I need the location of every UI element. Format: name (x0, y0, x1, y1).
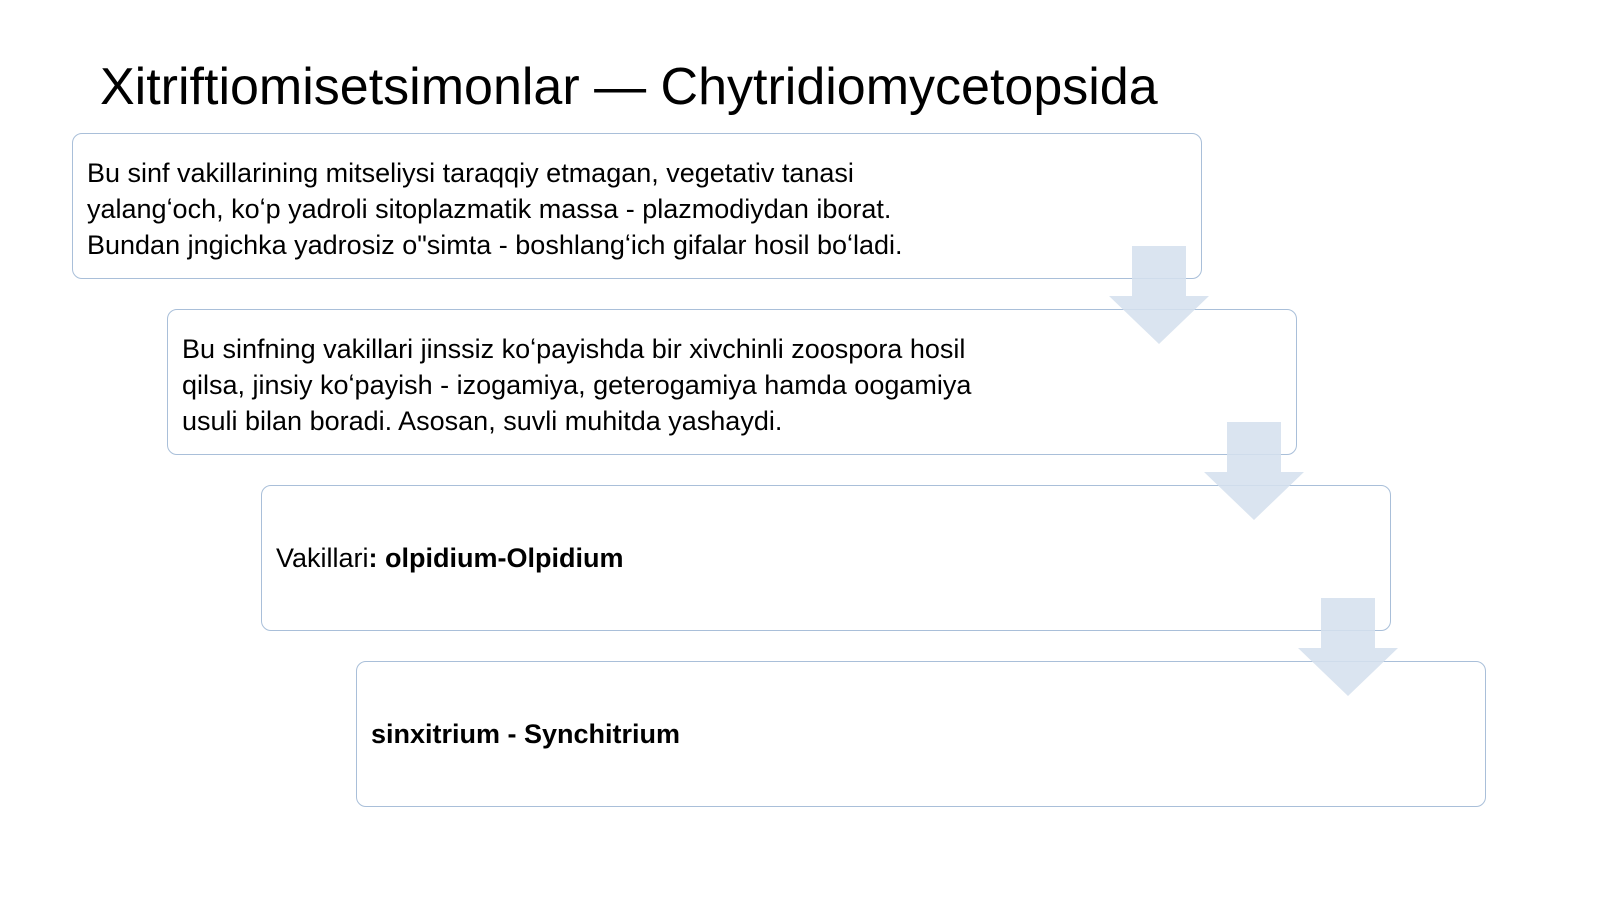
process-step-1 (72, 133, 1202, 279)
slide-title: Xitriftiomisetsimonlar — Chytridiomycetopsida (100, 58, 1158, 116)
step-4-bold-text: sinxitrium - Synchitrium (371, 719, 681, 749)
step-1-line-1: Bu sinf vakillarining mitseliysi taraqqiy etmagan, vegetativ tanasi (87, 158, 854, 188)
step-3-prefix: Vakillari (276, 543, 369, 573)
down-arrow-icon (1109, 246, 1209, 344)
step-2-line-1: Bu sinfning vakillari jinssiz koʻpayishda bir xivchinli zoospora hosil (182, 334, 966, 364)
step-1-text (87, 155, 1067, 263)
down-arrow-icon (1298, 598, 1398, 696)
down-arrow-icon (1204, 422, 1304, 520)
step-2-text (182, 331, 1162, 439)
step-2-line-2: qilsa, jinsiy koʻpayish - izogamiya, geterogamiya hamda oogamiya (182, 370, 972, 400)
step-1-line-3: Bundan jngichka yadrosiz o"simta - boshlangʻich gifalar hosil boʻladi. (87, 230, 903, 260)
step-3-bold-text: : olpidium-Olpidium (368, 543, 624, 573)
step-2-line-3: usuli bilan boradi. Asosan, suvli muhitda yashaydi. (182, 406, 783, 436)
step-1-line-2: yalangʻoch, koʻp yadroli sitoplazmatik massa - plazmodiydan iborat. (87, 194, 892, 224)
